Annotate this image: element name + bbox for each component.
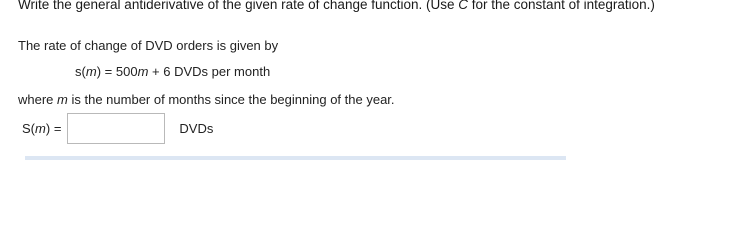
constant-symbol: C	[458, 0, 469, 12]
rate-formula: s(m) = 500m + 6 DVDs per month	[75, 64, 271, 79]
formula-equals: =	[104, 64, 113, 79]
answer-row	[22, 111, 213, 145]
formula-func: s	[75, 64, 82, 79]
instruction-text	[18, 0, 655, 12]
answer-equals: =	[53, 120, 62, 136]
formula-var: m	[85, 64, 97, 79]
where-var: m	[57, 92, 68, 107]
instruction-text-start: Write the general antiderivative of the given rate of change function. (Use	[18, 0, 459, 12]
variable-definition	[18, 92, 395, 107]
where-after: is the number of months since the beginning of the year.	[67, 92, 395, 107]
answer-label: S(m) =	[22, 120, 62, 136]
antiderivative-input[interactable]	[67, 113, 165, 144]
instruction-text-end: for the constant of integration.)	[468, 0, 655, 12]
answer-unit: DVDs	[179, 120, 214, 136]
answer-func: S	[22, 120, 31, 136]
where-before: where	[18, 92, 58, 107]
formula-coefficient-var: m	[137, 64, 149, 79]
rate-intro: The rate of change of DVD orders is given by	[18, 38, 279, 53]
bottom-panel-edge	[25, 156, 566, 160]
formula-constant-term: + 6 DVDs per month	[152, 64, 271, 79]
answer-var: m	[35, 120, 46, 136]
formula-coefficient: 500	[115, 64, 138, 79]
